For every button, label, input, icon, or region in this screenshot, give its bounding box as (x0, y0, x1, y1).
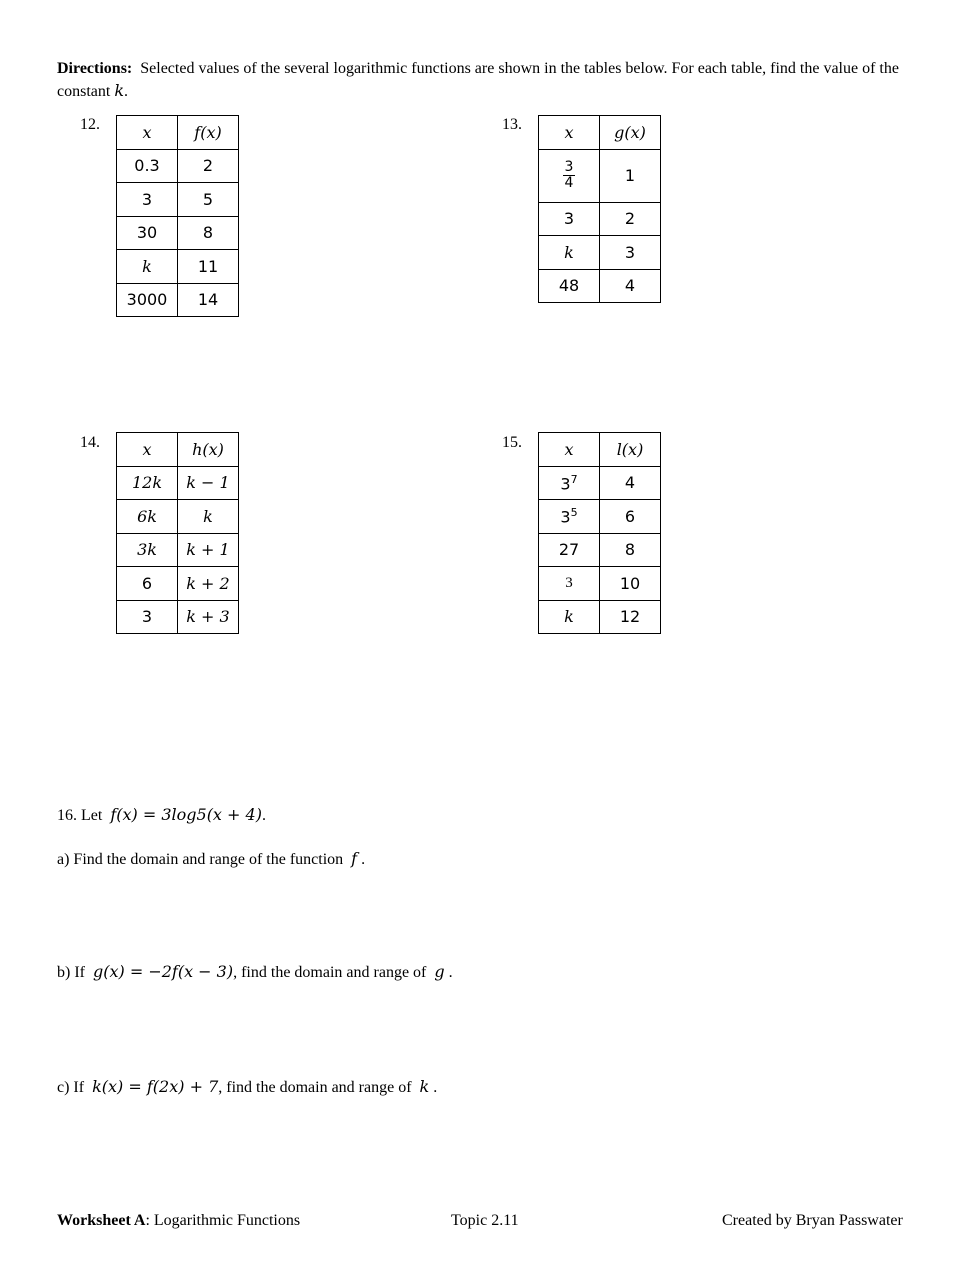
cell-y: 4 (600, 466, 661, 500)
header-x: x (117, 433, 178, 467)
table-row (117, 533, 239, 567)
table-row (539, 466, 661, 500)
question-16a: a) Find the domain and range of the function f . (57, 849, 366, 868)
cell-x: 48 (539, 269, 600, 303)
cell-y: 3 (600, 236, 661, 270)
table-row (117, 250, 239, 284)
directions-var: k (114, 81, 125, 100)
cell-x: 12k (117, 466, 178, 500)
directions-text: Selected values of the several logarithmic functions are shown in the tables below. For each table, find the value of the constant (57, 60, 899, 100)
header-hx: h(x) (178, 433, 239, 467)
cell-y: 14 (178, 283, 239, 317)
problem-12-table (116, 115, 239, 317)
directions-label: Directions: (57, 60, 133, 77)
footer-topic: Topic 2.11 (451, 1212, 519, 1229)
table-row (539, 149, 661, 202)
question-16c-var: k (419, 1077, 430, 1096)
cell-y: 2 (600, 202, 661, 236)
question-16c: c) If k(x) = f(2x) + 7, find the domain and range of k . (57, 1077, 438, 1096)
question-16c-prefix: c) If (57, 1079, 85, 1096)
question-16b-prefix: b) If (57, 964, 85, 981)
cell-y: k (178, 500, 239, 534)
cell-y: 4 (600, 269, 661, 303)
header-x: x (539, 433, 600, 467)
cell-x: k (539, 236, 600, 270)
cell-y: 10 (600, 567, 661, 601)
table-row (117, 466, 239, 500)
table-row (539, 236, 661, 270)
cell-x: 3000 (117, 283, 178, 317)
table-row (539, 567, 661, 601)
cell-x: $3^5$ (539, 500, 600, 534)
cell-x: 3 (539, 567, 600, 601)
table-row (117, 283, 239, 317)
header-x: x (539, 116, 600, 150)
cell-y: 2 (178, 149, 239, 183)
cell-y: 11 (178, 250, 239, 284)
cell-x: 3k (117, 533, 178, 567)
cell-x: 27 (539, 533, 600, 567)
cell-x: 3 (117, 183, 178, 217)
question-16a-var: f (351, 849, 358, 868)
table-row (117, 600, 239, 634)
footer-worksheet-title (57, 1212, 300, 1230)
directions: Directions: Selected values of the several logarithmic functions are shown in the tables below. For each table, find the value of the constant k. (57, 60, 899, 100)
cell-x: 3 (117, 600, 178, 634)
question-16c-function: k(x) = f(2x) + 7 (92, 1077, 219, 1096)
table-row (539, 533, 661, 567)
question-16b: b) If g(x) = −2f(x − 3), find the domain and range of g . (57, 962, 453, 981)
header-gx: g(x) (600, 116, 661, 150)
problem-13-table (538, 115, 661, 303)
cell-y: 5 (178, 183, 239, 217)
table-row (117, 567, 239, 601)
question-16b-function: g(x) = −2f(x − 3) (92, 962, 234, 981)
question-16b-suffix: , find the domain and range of (233, 964, 427, 981)
footer-worksheet-rest: : Logarithmic Functions (145, 1212, 301, 1229)
footer-credit: Created by Bryan Passwater (722, 1212, 903, 1229)
question-16-function: f(x) = 3log5(x + 4) (110, 805, 262, 824)
cell-x: 6 (117, 567, 178, 601)
question-16: 16. Let f(x) = 3log5(x + 4). (57, 805, 266, 824)
footer-worksheet-bold: Worksheet A (57, 1212, 146, 1229)
cell-x: 6k (117, 500, 178, 534)
header-lx: l(x) (600, 433, 661, 467)
problem-15-table (538, 432, 661, 634)
question-16-intro: 16. Let (57, 807, 103, 824)
cell-y: 8 (600, 533, 661, 567)
table-row (539, 600, 661, 634)
table-row (117, 500, 239, 534)
cell-x: 3 (539, 202, 600, 236)
cell-y: 1 (600, 149, 661, 202)
cell-x: k (117, 250, 178, 284)
cell-x: $3^7$ (539, 466, 600, 500)
table-row (117, 183, 239, 217)
problem-14-table (116, 432, 239, 634)
cell-x-fraction (539, 149, 600, 202)
table-header-row (539, 433, 661, 467)
problem-13-number: 13. (502, 116, 522, 133)
problem-14-number: 14. (80, 434, 100, 451)
table-header-row (117, 116, 239, 150)
question-16a-text: a) Find the domain and range of the function (57, 851, 344, 868)
question-16b-var: g (434, 962, 445, 981)
cell-y: k + 2 (178, 567, 239, 601)
cell-y: 6 (600, 500, 661, 534)
header-x: x (117, 116, 178, 150)
cell-y: 8 (178, 216, 239, 250)
problem-12-number: 12. (80, 116, 100, 133)
cell-x: 0.3 (117, 149, 178, 183)
cell-x: k (539, 600, 600, 634)
cell-y: k + 1 (178, 533, 239, 567)
question-16c-suffix: , find the domain and range of (218, 1079, 412, 1096)
table-row (117, 149, 239, 183)
table-header-row (539, 116, 661, 150)
table-row (539, 500, 661, 534)
table-row (117, 216, 239, 250)
problem-15-number: 15. (502, 434, 522, 451)
cell-y: 12 (600, 600, 661, 634)
table-row (539, 202, 661, 236)
cell-y: k − 1 (178, 466, 239, 500)
table-header-row (117, 433, 239, 467)
cell-y: k + 3 (178, 600, 239, 634)
header-fx: f(x) (178, 116, 239, 150)
fraction: $\frac{3}{4}$ (564, 159, 574, 191)
cell-x: 30 (117, 216, 178, 250)
table-row (539, 269, 661, 303)
